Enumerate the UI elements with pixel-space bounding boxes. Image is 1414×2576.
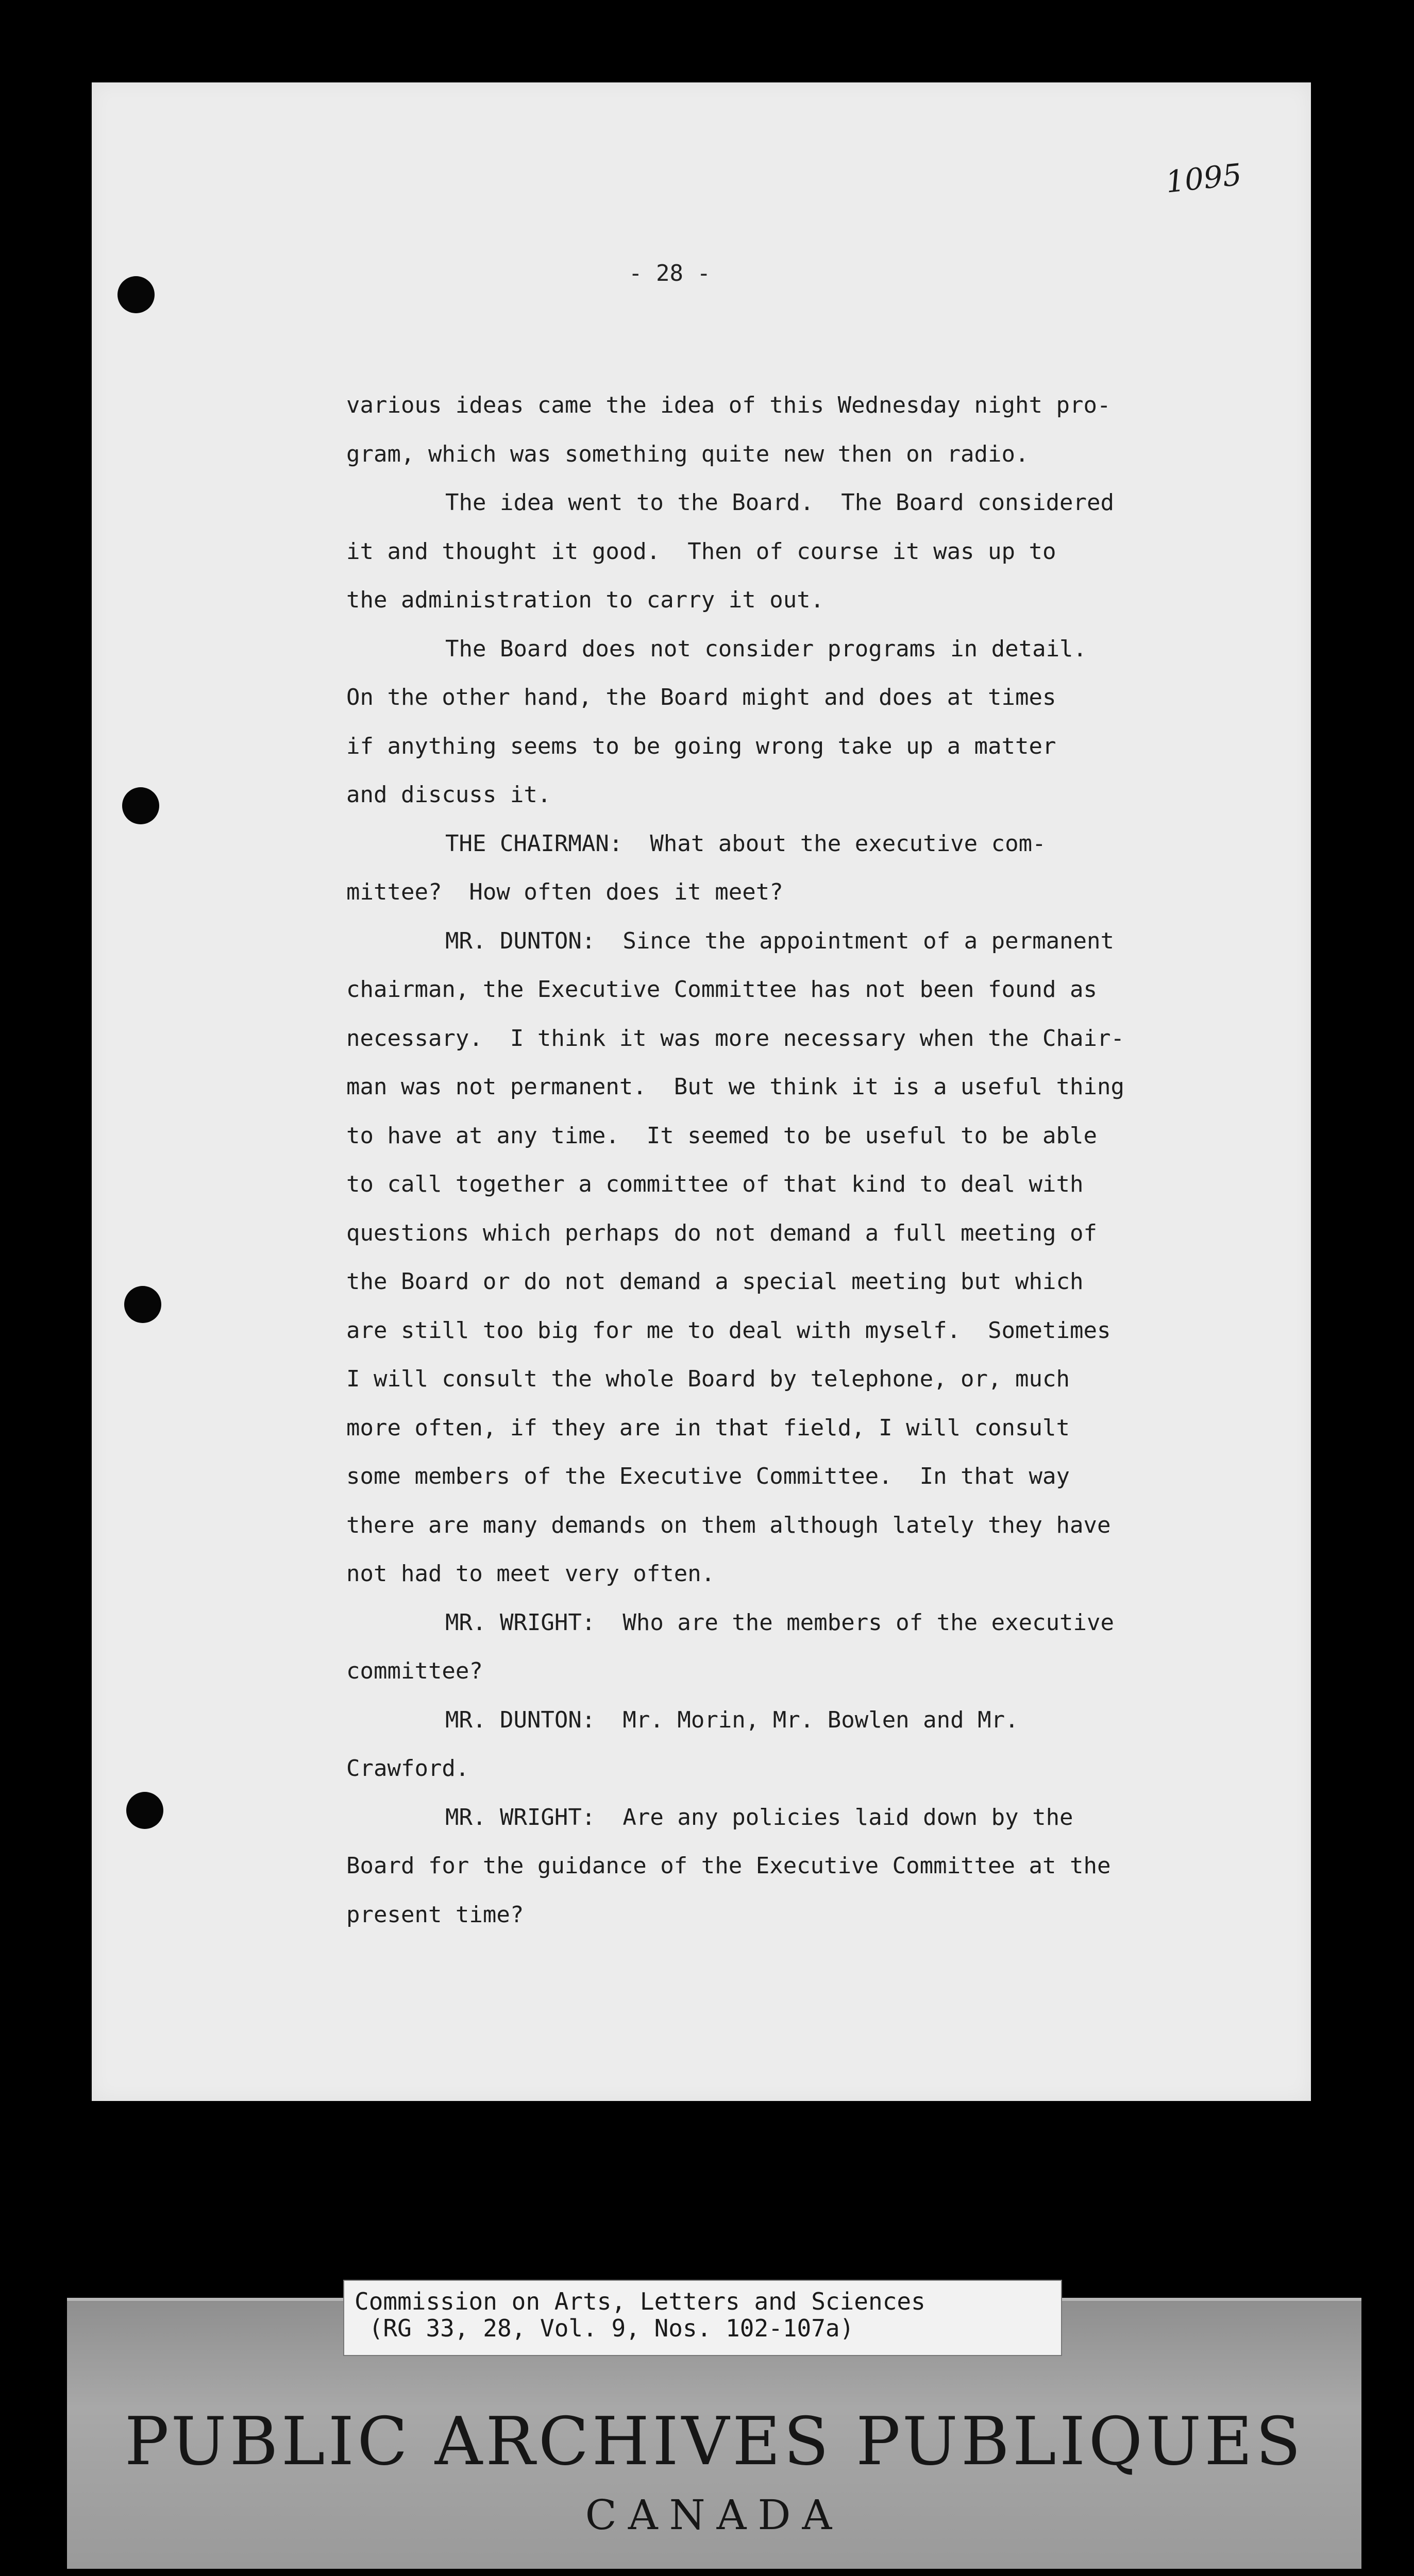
- text-line: MR. WRIGHT: Are any policies laid down by the: [445, 1804, 1073, 1831]
- text-line: committee?: [346, 1658, 483, 1684]
- page-number: - 28 -: [629, 260, 711, 286]
- text-line: MR. DUNTON: Since the appointment of a permanent: [445, 927, 1115, 954]
- text-line: The Board does not consider programs in detail.: [445, 635, 1087, 662]
- text-line: some members of the Executive Committee. In that way: [346, 1463, 1070, 1489]
- text-line: chairman, the Executive Committee has not been found as: [346, 976, 1097, 1003]
- text-line: not had to meet very often.: [346, 1561, 715, 1587]
- text-line: gram, which was something quite new then on radio.: [346, 440, 1029, 467]
- text-line: On the other hand, the Board might and does at times: [346, 684, 1056, 710]
- archive-subtitle: CANADA: [585, 2491, 844, 2539]
- text-line: Crawford.: [346, 1755, 469, 1782]
- text-line: more often, if they are in that field, I will consult: [346, 1414, 1070, 1441]
- text-line: to call together a committee of that kind to deal with: [346, 1171, 1084, 1197]
- text-line: it and thought it good. Then of course it was up to: [346, 538, 1056, 565]
- text-line: man was not permanent. But we think it is a useful thing: [346, 1074, 1124, 1100]
- text-line: various ideas came the idea of this Wednesday night pro-: [346, 392, 1111, 418]
- punch-hole: [122, 787, 159, 824]
- text-line: the Board or do not demand a special meeting but which: [346, 1268, 1084, 1295]
- archive-label: [343, 2280, 1062, 2356]
- text-line: MR. DUNTON: Mr. Morin, Mr. Bowlen and Mr.: [445, 1706, 1019, 1733]
- text-line: Board for the guidance of the Executive Committee at the: [346, 1853, 1111, 1879]
- archive-label-line: Commission on Arts, Letters and Sciences: [355, 2287, 925, 2315]
- archive-label-line: (RG 33, 28, Vol. 9, Nos. 102-107a): [355, 2314, 854, 2342]
- text-line: the administration to carry it out.: [346, 587, 824, 613]
- punch-hole: [124, 1286, 161, 1323]
- text-line: to have at any time. It seemed to be useful to be able: [346, 1122, 1097, 1149]
- text-line: are still too big for me to deal with myself. Sometimes: [346, 1317, 1111, 1344]
- document-body: [346, 381, 1181, 1939]
- punch-hole: [126, 1792, 163, 1829]
- text-line: and discuss it.: [346, 782, 551, 808]
- archive-title: PUBLIC ARCHIVES PUBLIQUES: [124, 2403, 1304, 2480]
- text-line: questions which perhaps do not demand a full meeting of: [346, 1219, 1097, 1246]
- text-line: I will consult the whole Board by telephone, or, much: [346, 1366, 1070, 1392]
- text-line: present time?: [346, 1901, 524, 1928]
- text-line: if anything seems to be going wrong take up a matter: [346, 733, 1056, 759]
- text-line: THE CHAIRMAN: What about the executive com-: [445, 830, 1046, 857]
- text-line: MR. WRIGHT: Who are the members of the executive: [445, 1609, 1115, 1636]
- punch-hole: [117, 276, 155, 313]
- text-line: The idea went to the Board. The Board considered: [445, 489, 1115, 516]
- text-line: mittee? How often does it meet?: [346, 879, 783, 905]
- folio-number: 1095: [1164, 157, 1243, 200]
- text-line: there are many demands on them although lately they have: [346, 1512, 1111, 1538]
- text-line: necessary. I think it was more necessary when the Chair-: [346, 1025, 1124, 1052]
